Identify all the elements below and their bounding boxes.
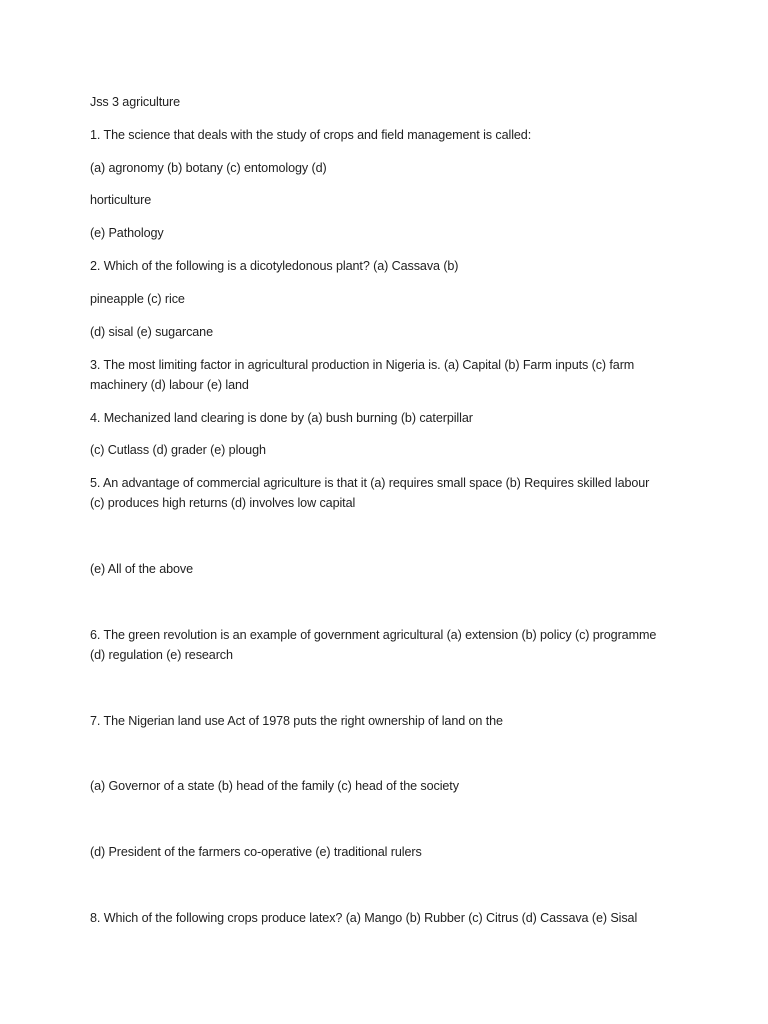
question-6-text-line-1: 6. The green revolution is an example of government agricultural (a) extension (b) policy (c) programme — [90, 628, 657, 642]
question-2-options-line-1: pineapple (c) rice — [90, 292, 185, 306]
question-7-text: 7. The Nigerian land use Act of 1978 puts the right ownership of land on the — [90, 714, 503, 728]
question-7-options-line-1: (a) Governor of a state (b) head of the family (c) head of the society — [90, 779, 459, 793]
question-2-text: 2. Which of the following is a dicotyledonous plant? (a) Cassava (b) — [90, 259, 459, 273]
question-1-options-line-3: (e) Pathology — [90, 226, 164, 240]
question-2-options-line-2: (d) sisal (e) sugarcane — [90, 325, 213, 339]
question-6-text-line-2: (d) regulation (e) research — [90, 648, 233, 662]
question-5-text-line-1: 5. An advantage of commercial agriculture is that it (a) requires small space (b) Requires skilled labour — [90, 476, 650, 490]
question-1-options-line-2: horticulture — [90, 193, 152, 207]
question-5-text-line-2: (c) produces high returns (d) involves low capital — [90, 496, 356, 510]
question-3-text-line-1: 3. The most limiting factor in agricultural production in Nigeria is. (a) Capital (b) Farm inputs (c) farm — [90, 358, 635, 372]
question-7-options-line-2: (d) President of the farmers co-operative (e) traditional rulers — [90, 845, 422, 859]
question-5-option-e: (e) All of the above — [90, 562, 194, 576]
question-1-text: 1. The science that deals with the study of crops and field management is called: — [90, 128, 532, 142]
question-4-text: 4. Mechanized land clearing is done by (a) bush burning (b) caterpillar — [90, 411, 473, 425]
document-title: Jss 3 agriculture — [90, 95, 180, 109]
question-8-text: 8. Which of the following crops produce latex? (a) Mango (b) Rubber (c) Citrus (d) Cassava (e) Sisal — [90, 911, 638, 925]
question-3-text-line-2: machinery (d) labour (e) land — [90, 378, 249, 392]
question-4-options: (c) Cutlass (d) grader (e) plough — [90, 443, 266, 457]
question-1-options-line-1: (a) agronomy (b) botany (c) entomology (d) — [90, 161, 327, 175]
